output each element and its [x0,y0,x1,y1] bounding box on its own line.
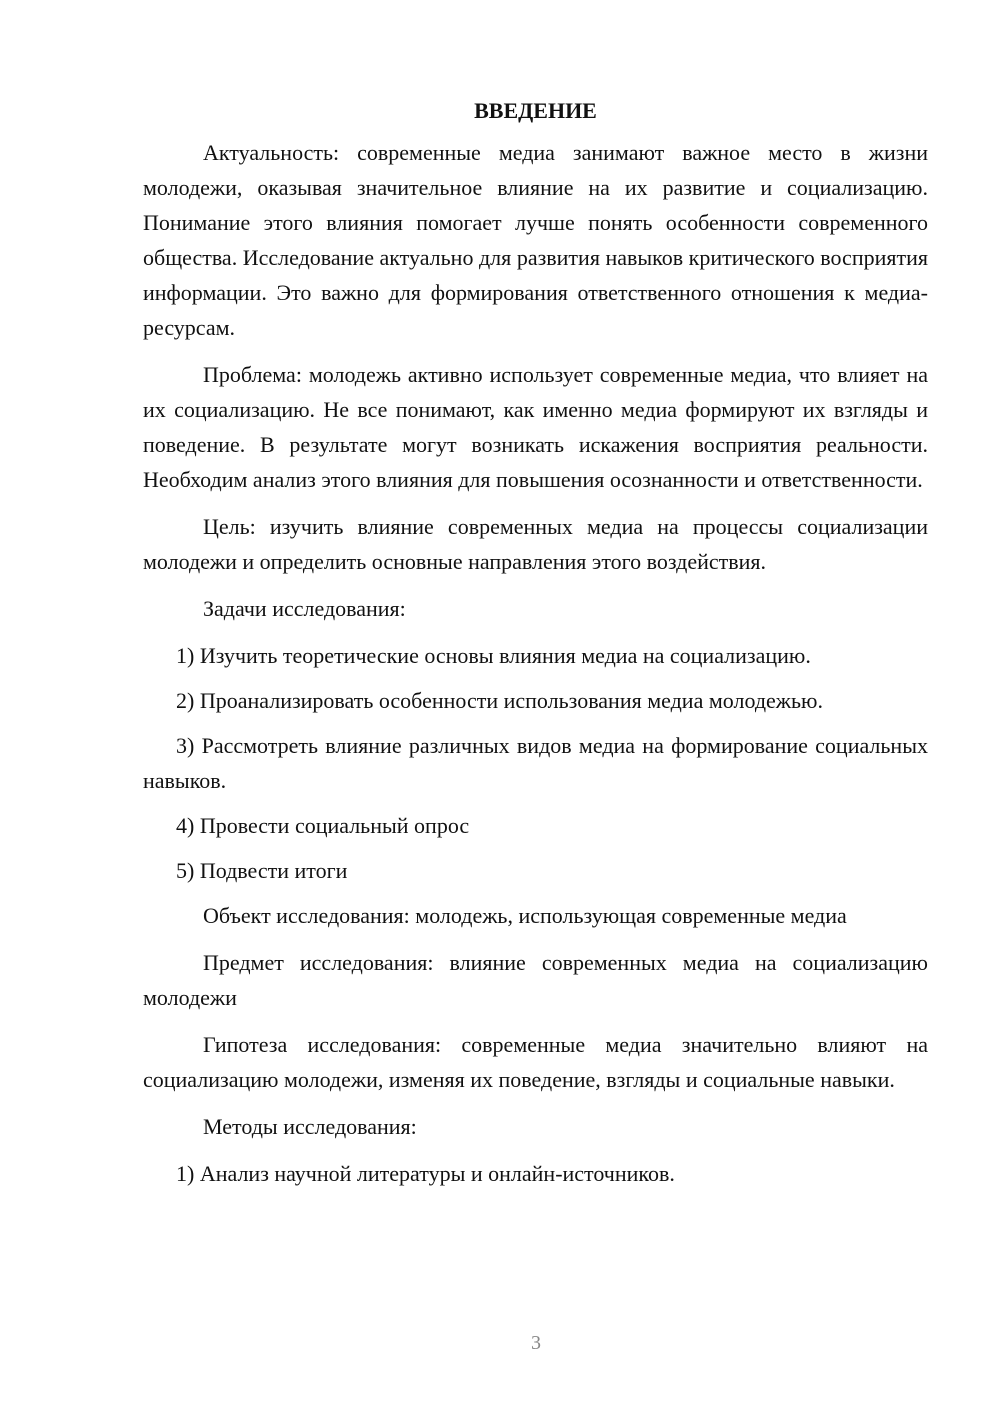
task-item-2: 2) Проанализировать особенности использования медиа молодежью. [176,688,823,713]
task-item-4: 4) Провести социальный опрос [176,813,470,838]
object-paragraph: Объект исследования: молодежь, использующая современные медиа [203,903,847,928]
page-number: 3 [531,1332,541,1354]
task-item-1: 1) Изучить теоретические основы влияния медиа на социализацию. [176,643,811,668]
hypothesis-paragraph: Гипотеза исследования: современные медиа значительно влияют на социализацию молодежи, изменяя их поведение, взгляды и социальные навыки. [143,1032,928,1092]
subject-paragraph: Предмет исследования: влияние современных медиа на социализацию молодежи [143,950,928,1010]
methods-heading: Методы исследования: [203,1114,417,1139]
method-item-1: 1) Анализ научной литературы и онлайн-источников. [176,1161,675,1186]
task-item-5: 5) Подвести итоги [176,858,348,883]
page-title: ВВЕДЕНИЕ [474,98,597,123]
task-item-3: 3) Рассмотреть влияние различных видов медиа на формирование социальных навыков. [143,733,928,793]
problem-paragraph: Проблема: молодежь активно использует современные медиа, что влияет на их социализацию. Не все понимают, как именно медиа формируют их взгляды и поведение. В результате могут возникать искажения восприятия реальности. Необходим анализ этого влияния для повышения осознанности и ответственности. [143,362,928,492]
tasks-heading: Задачи исследования: [203,596,406,621]
relevance-paragraph: Актуальность: современные медиа занимают важное место в жизни молодежи, оказывая значительное влияние на их развитие и социализацию. Понимание этого влияния помогает лучше понять особенности современного общества. Исследование актуально для развития навыков критического восприятия информации. Это важно для формирования ответственного отношения к медиа-ресурсам. [143,140,928,340]
goal-paragraph: Цель: изучить влияние современных медиа на процессы социализации молодежи и определить основные направления этого воздействия. [143,514,928,574]
document-page [143,95,928,1201]
